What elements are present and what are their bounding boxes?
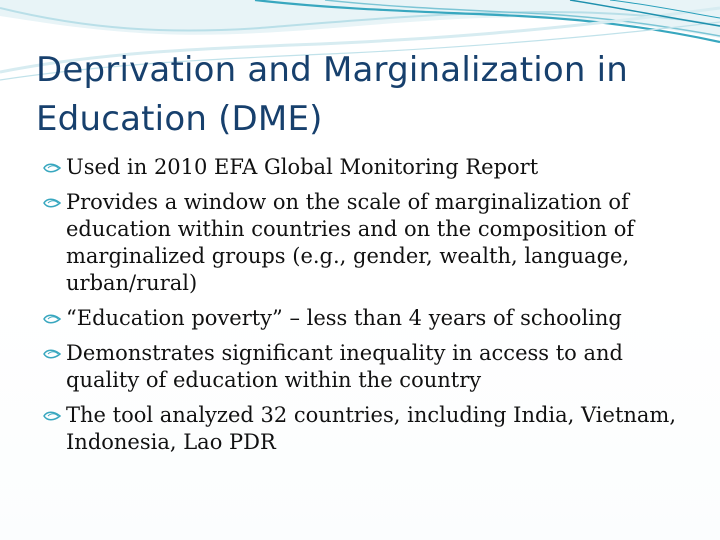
- title-line-1: Deprivation and Marginalization in: [36, 50, 629, 90]
- bullet-list: [42, 154, 682, 464]
- bullet-text-4: Demonstrates significant inequality in access to and quality of education within the country: [66, 341, 623, 392]
- title-line-2: Education (DME): [36, 99, 323, 139]
- bullet-icon: [43, 348, 61, 360]
- slide-title: [36, 46, 686, 144]
- bullet-text-3: “Education poverty” – less than 4 years of schooling: [66, 306, 622, 330]
- bullet-item-2: [42, 189, 682, 297]
- bullet-text-5: The tool analyzed 32 countries, including India, Vietnam, Indonesia, Lao PDR: [66, 403, 677, 454]
- bullet-item-4: [42, 340, 682, 394]
- bullet-icon: [43, 410, 61, 422]
- bullet-item-5: [42, 402, 682, 456]
- bullet-text-1: Used in 2010 EFA Global Monitoring Report: [66, 155, 539, 179]
- bullet-icon: [43, 313, 61, 325]
- bullet-icon: [43, 162, 61, 174]
- bullet-item-3: [42, 305, 682, 332]
- bullet-icon: [43, 197, 61, 209]
- bullet-item-1: [42, 154, 682, 181]
- bullet-text-2: Provides a window on the scale of marginalization of education within countries and on the composition of marginalized groups (e.g., gender, wealth, language, urban/rural): [66, 190, 635, 295]
